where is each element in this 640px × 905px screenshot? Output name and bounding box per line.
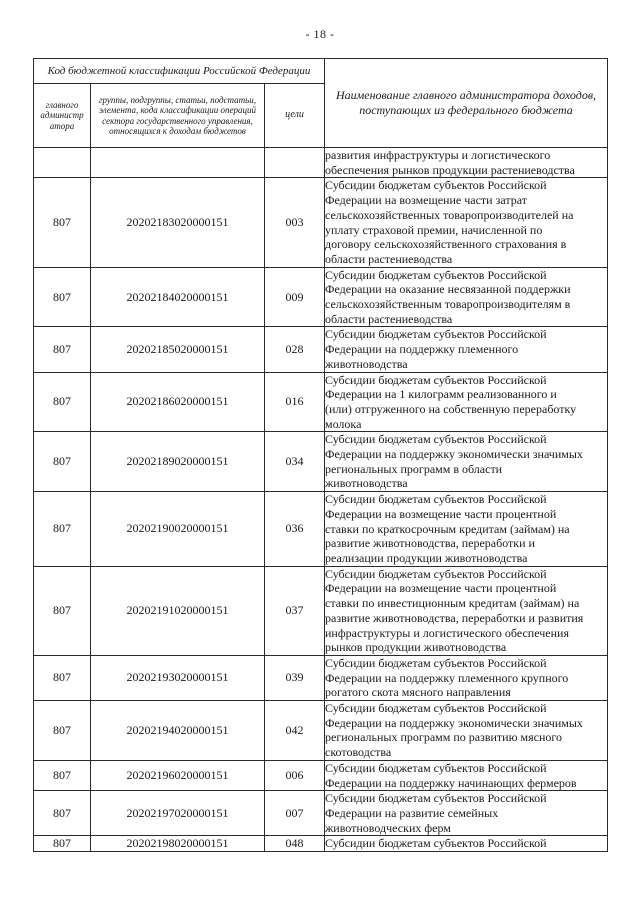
name-line: реализации продукции животноводства (325, 550, 528, 565)
administrator-code-cell: 807 (34, 836, 91, 852)
target-code-cell: 016 (265, 372, 325, 432)
budget-code-group-header: Код бюджетной классификации Российской Федерации (34, 59, 325, 84)
name-line: рынков продукции животноводства (325, 640, 507, 655)
name-line: Субсидии бюджетам субъектов Российской (325, 492, 547, 507)
name-line: Федерации на оказание несвязанной поддержки (325, 282, 571, 297)
main-administrator-header (34, 84, 91, 148)
name-line: Федерации на возмещение части затрат (325, 193, 527, 208)
name-line: рогатого скота мясного направления (325, 685, 511, 700)
classification-code-cell: 20202183020000151 (91, 178, 265, 267)
administrator-name-cell (325, 178, 608, 267)
main-administrator-header-line: администр (40, 110, 84, 121)
administrator-code-cell: 807 (34, 760, 91, 790)
administrator-name-cell (325, 148, 608, 178)
classification-code-cell: 20202191020000151 (91, 566, 265, 655)
administrator-name-cell (325, 701, 608, 761)
classification-code-cell: 20202186020000151 (91, 372, 265, 432)
name-line: Федерации на поддержку племенного крупного (325, 670, 569, 685)
name-line: животноводческих ферм (325, 820, 451, 835)
administrator-name-cell (325, 432, 608, 492)
classification-code-cell: 20202193020000151 (91, 655, 265, 700)
administrator-name-cell (325, 836, 608, 852)
name-line: инфраструктуры и логистического обеспечения (325, 625, 569, 640)
name-line: Субсидии бюджетам субъектов Российской (325, 701, 547, 716)
administrator-code-cell: 807 (34, 492, 91, 567)
header-row-top (34, 59, 608, 84)
target-code-cell: 003 (265, 178, 325, 267)
name-line: сельскохозяйственных товаропроизводителей на (325, 207, 574, 222)
administrator-code-cell: 807 (34, 178, 91, 267)
table-row (34, 760, 608, 790)
name-line: развития инфраструктуры и логистического (325, 148, 551, 162)
name-line: скотоводства (325, 745, 392, 760)
administrator-name-cell (325, 791, 608, 836)
table-row (34, 791, 608, 836)
table-row (34, 492, 608, 567)
table-row (34, 267, 608, 327)
classification-code-cell: 20202196020000151 (91, 760, 265, 790)
name-line: ставки по краткосрочным кредитам (займам) на (325, 521, 570, 536)
budget-classification-table (33, 58, 608, 852)
target-code-cell: 034 (265, 432, 325, 492)
classification-code-cell: 20202184020000151 (91, 267, 265, 327)
table-row (34, 432, 608, 492)
table-body (34, 148, 608, 852)
classification-code-cell: 20202185020000151 (91, 327, 265, 372)
name-line: региональных программ в области (325, 461, 503, 476)
name-line: области растениеводства (325, 311, 453, 326)
classification-code-cell: 20202198020000151 (91, 836, 265, 852)
name-line: Субсидии бюджетам субъектов Российской (325, 655, 547, 670)
target-code-cell: 048 (265, 836, 325, 852)
classification-code-cell (91, 148, 265, 178)
name-line: Федерации на поддержку племенного (325, 342, 519, 357)
page-number: - 18 - (305, 27, 335, 41)
name-line: Федерации на 1 килограмм реализованного и (325, 387, 557, 402)
classification-code-cell: 20202190020000151 (91, 492, 265, 567)
name-line: Субсидии бюджетам субъектов Российской (325, 178, 547, 193)
administrator-name-cell (325, 267, 608, 327)
administrator-code-cell: 807 (34, 432, 91, 492)
name-line: сельскохозяйственным товаропроизводителям в (325, 297, 571, 312)
target-code-cell: 007 (265, 791, 325, 836)
administrator-code-cell: 807 (34, 267, 91, 327)
classification-code-cell: 20202189020000151 (91, 432, 265, 492)
administrator-name-cell (325, 492, 608, 567)
name-line: региональных программ по развитию мясного (325, 730, 563, 745)
target-header: цели (265, 84, 325, 148)
table-row (34, 836, 608, 852)
name-line: Субсидии бюджетам субъектов Российской (325, 267, 547, 282)
table-row (34, 372, 608, 432)
table-row (34, 701, 608, 761)
main-administrator-header-line: главного (45, 99, 79, 110)
name-line: животноводства (325, 476, 408, 491)
administrator-code-cell: 807 (34, 655, 91, 700)
target-code-cell: 039 (265, 655, 325, 700)
name-line: ставки по инвестиционным кредитам (займам) на (325, 596, 580, 611)
administrator-code-cell: 807 (34, 372, 91, 432)
table-row (34, 178, 608, 267)
name-line: Субсидии бюджетам субъектов Российской (325, 836, 547, 851)
target-code-cell: 037 (265, 566, 325, 655)
name-line: Федерации на возмещение части процентной (325, 581, 557, 596)
target-code-cell: 028 (265, 327, 325, 372)
administrator-name-cell (325, 655, 608, 700)
administrator-name-cell (325, 372, 608, 432)
administrator-name-cell (325, 327, 608, 372)
name-line: Федерации на поддержку экономически значимых (325, 447, 583, 462)
administrator-name-header: Наименование главного администратора доходов, поступающих из федерального бюджета (325, 59, 608, 148)
name-line: Субсидии бюджетам субъектов Российской (325, 372, 547, 387)
name-line: Субсидии бюджетам субъектов Российской (325, 432, 547, 447)
target-code-cell: 042 (265, 701, 325, 761)
classification-code-header: группы, подгруппы, статьи, подстатьи, элемента, кода классификации операций сектора государственного управления, относящихся к доходам бюджетов (91, 84, 265, 148)
name-line: Федерации на поддержку начинающих фермеров (325, 775, 577, 790)
table-row (34, 655, 608, 700)
name-line: животноводства (325, 356, 408, 371)
main-administrator-header-line: атора (49, 120, 75, 131)
administrator-code-cell: 807 (34, 566, 91, 655)
name-line: Федерации на поддержку экономически значимых (325, 715, 583, 730)
name-line: обеспечения рынков продукции растениеводства (325, 162, 575, 177)
target-code-cell: 009 (265, 267, 325, 327)
name-line: Федерации на развитие семейных (325, 805, 499, 820)
name-line: области растениеводства (325, 251, 453, 266)
administrator-code-cell: 807 (34, 701, 91, 761)
name-line: Федерации на возмещение части процентной (325, 506, 557, 521)
name-line: Субсидии бюджетам субъектов Российской (325, 791, 547, 806)
classification-code-cell: 20202194020000151 (91, 701, 265, 761)
table-row (34, 327, 608, 372)
name-line: Субсидии бюджетам субъектов Российской (325, 760, 547, 775)
administrator-code-cell: 807 (34, 791, 91, 836)
name-line: (или) отгруженного на собственную переработку (325, 401, 577, 416)
name-line: развитие животноводства, переработки и (325, 536, 535, 551)
administrator-code-cell: 807 (34, 327, 91, 372)
name-line: молока (325, 416, 362, 431)
classification-code-cell: 20202197020000151 (91, 791, 265, 836)
target-code-cell: 006 (265, 760, 325, 790)
name-line: Субсидии бюджетам субъектов Российской (325, 327, 547, 342)
administrator-name-cell (325, 760, 608, 790)
name-line: развитие животноводства, переработки и развития (325, 610, 584, 625)
target-code-cell: 036 (265, 492, 325, 567)
table-row (34, 566, 608, 655)
name-line: Субсидии бюджетам субъектов Российской (325, 566, 547, 581)
administrator-code-cell (34, 148, 91, 178)
name-line: уплату страховой премии, начисленной по (325, 222, 543, 237)
table-row (34, 148, 608, 178)
target-code-cell (265, 148, 325, 178)
name-line: договору сельскохозяйственного страхования в (325, 237, 567, 252)
administrator-name-cell (325, 566, 608, 655)
